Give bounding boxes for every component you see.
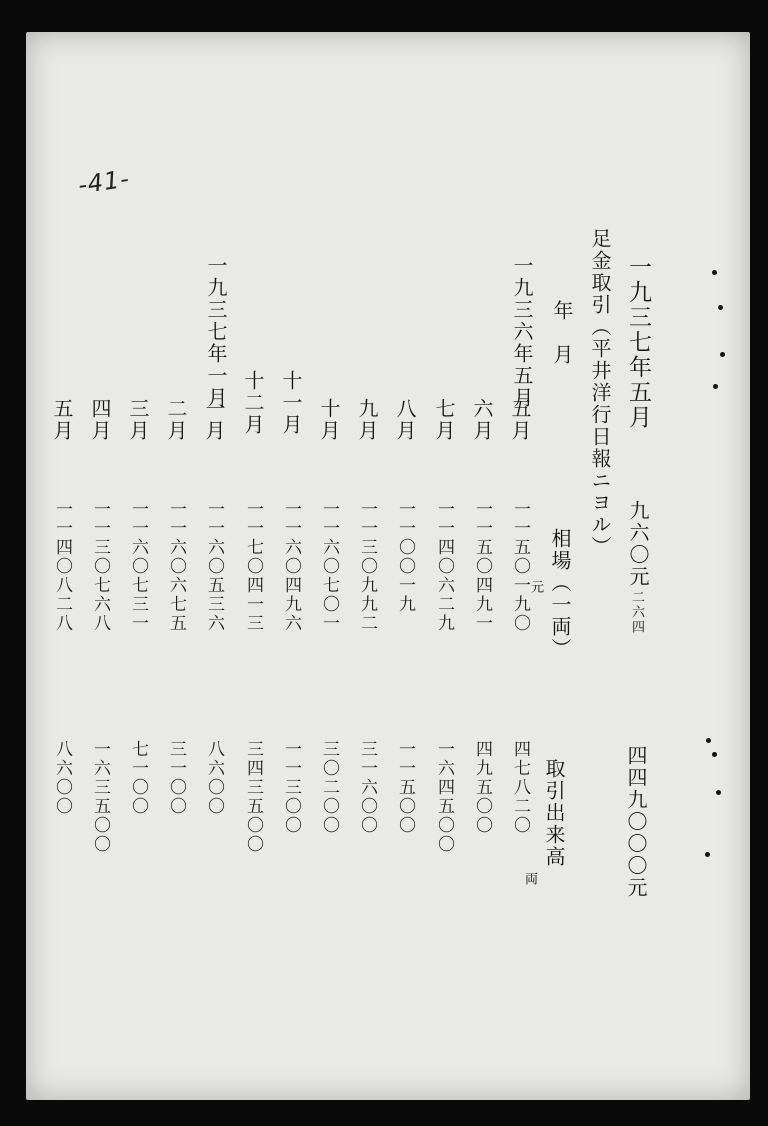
scan-speck	[712, 270, 717, 275]
row-volume: 四七八二〇	[510, 740, 530, 835]
row-price: 一一七〇四一三	[243, 500, 263, 633]
row-price: 一一六〇七三一	[128, 500, 148, 633]
row-month: 五月	[50, 398, 74, 442]
header-month: 年 月	[550, 300, 574, 366]
row-month: 五月	[508, 398, 532, 442]
page-number-mark: -41-	[76, 164, 132, 200]
subheading: 足金取引（平井洋行日報ニヨル）	[588, 228, 612, 558]
scan-speck	[706, 738, 711, 743]
heading-amount: 九六〇元	[626, 500, 650, 588]
row-month: 四月	[88, 398, 112, 442]
heading-amount-secondary: 二六四	[629, 590, 644, 635]
scan-speck	[713, 384, 718, 389]
row-price: 一一五〇四九一	[472, 500, 492, 633]
year-marker-1937: 一九三七年一月	[204, 255, 228, 409]
heading-date: 一九三七年五月	[625, 255, 651, 430]
row-volume: 一六三五〇〇	[90, 740, 110, 854]
row-volume: 八六〇〇	[52, 740, 72, 816]
row-month: 十一月	[279, 370, 303, 436]
row-price: 一一四〇六二九	[434, 500, 454, 633]
row-price: 一一六〇六七五	[166, 500, 186, 633]
scan-speck	[716, 790, 721, 795]
row-month: 十二月	[241, 370, 265, 436]
row-month: 三月	[126, 398, 150, 442]
row-price: 一一五〇一九〇	[510, 500, 530, 633]
row-price: 一一三〇九九二	[357, 500, 377, 633]
row-volume: 三四三五〇〇	[243, 740, 263, 854]
row-month: 七月	[432, 398, 456, 442]
row-month: 十月	[317, 398, 341, 442]
row-volume: 一六四五〇〇	[434, 740, 454, 854]
row-volume: 三一〇〇	[166, 740, 186, 816]
header-price-unit: 元	[528, 580, 543, 595]
row-price: 一一六〇四九六	[281, 500, 301, 633]
row-month: 八月	[393, 398, 417, 442]
scan-speck	[705, 852, 710, 857]
row-price: 一一六〇七〇一	[319, 500, 339, 633]
row-month: 一月	[202, 398, 226, 442]
row-month: 二月	[164, 398, 188, 442]
row-volume: 一一五〇〇	[395, 740, 415, 835]
heading-volume: 四四九〇〇〇元	[624, 745, 648, 899]
row-volume: 一一三〇〇	[281, 740, 301, 835]
row-volume: 七一〇〇	[128, 740, 148, 816]
year-marker-1936: 一九三六年五月	[510, 255, 534, 409]
header-price: 相場（一両）	[548, 528, 572, 660]
row-volume: 三一六〇〇	[357, 740, 377, 835]
header-volume: 取引出来高	[542, 758, 566, 868]
row-price: 一一〇〇一九	[395, 500, 415, 614]
row-volume: 八六〇〇	[204, 740, 224, 816]
row-price: 一一六〇五三六	[204, 500, 224, 633]
row-month: 六月	[470, 398, 494, 442]
row-price: 一一四〇八二八	[52, 500, 72, 633]
scan-speck	[718, 305, 723, 310]
row-price: 一一三〇七六八	[90, 500, 110, 633]
header-volume-unit: 両	[522, 872, 537, 887]
row-volume: 四九五〇〇	[472, 740, 492, 835]
row-volume: 三〇二〇〇	[319, 740, 339, 835]
row-month: 九月	[355, 398, 379, 442]
scan-speck	[720, 352, 725, 357]
scan-speck	[712, 752, 717, 757]
